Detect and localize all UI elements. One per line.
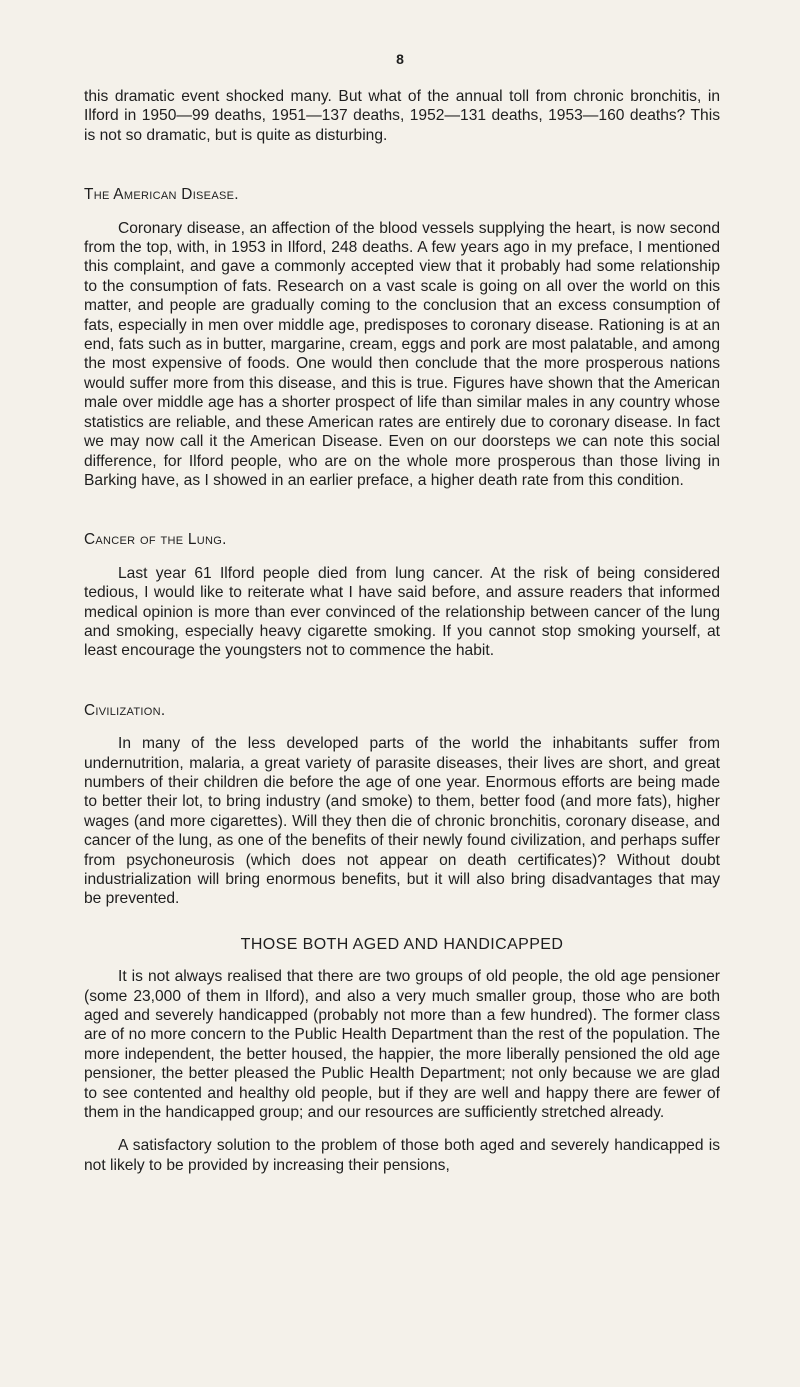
aged-handicapped-paragraph-1: It is not always realised that there are two groups of old people, the old age pensioner (some 23,000 of them in Ilford), and also a very much smaller group, those who are both aged and severely handicapped (probably not more than a few hundred). The former class are of no more concern to the Public Health Department than the rest of the population. The more independent, the better housed, the happier, the more liberally pensioned the old age pensioner, the better pleased the Public Health Department; not only because we are glad to see contented and healthy old people, but if they are well and happy there are fewer of them in the handicapped group; and our resources are sufficiently stretched already.	[84, 968, 720, 1122]
cancer-of-lung-paragraph: Last year 61 Ilford people died from lung cancer. At the risk of being considered tedious, I would like to reiterate what I have said before, and assure readers that informed medical opinion is more than ever convinced of the relationship between cancer of the lung and smoking, especially heavy cigarette smoking. If you cannot stop smoking yourself, at least encourage the youngsters not to commence the habit.	[84, 564, 720, 660]
section-heading-american-disease: The American Disease.	[84, 186, 239, 204]
intro-paragraph: this dramatic event shocked many. But what of the annual toll from chronic bronchitis, in Ilford in 1950—99 deaths, 1951—137 deaths, 1952—131 deaths, 1953—160 deaths? This is not so dramatic, but is quite as disturbing.	[84, 88, 720, 144]
aged-handicapped-paragraph-2: A satisfactory solution to the problem of those both aged and severely handicapped is not likely to be provided by increasing their pensions,	[84, 1137, 720, 1174]
page-number: 8	[396, 51, 404, 67]
section-heading-aged-handicapped: THOSE BOTH AGED AND HANDICAPPED	[240, 935, 564, 953]
american-disease-paragraph: Coronary disease, an affection of the blood vessels supplying the heart, is now second from the top, with, in 1953 in Ilford, 248 deaths. A few years ago in my preface, I mentioned this complaint, and gave a commonly accepted view that it probably had some relationship to the consumption of fats. Research on a vast scale is going on all over the world on this matter, and people are gradually coming to the conclusion that an excess consumption of fats, especially in men over middle age, predisposes to coronary disease. Rationing is at an end, fats such as in butter, margarine, cream, eggs and pork are most palatable, and among the most expensive of foods. One would then conclude that the more prosperous nations would suffer more from this disease, and this is true. Figures have shown that the American male over middle age has a shorter prospect of life than similar males in any country whose statistics are reliable, and these American rates are entirely due to coronary disease. In fact we may now call it the American Disease. Even on our doorsteps we can note this social difference, for Ilford people, who are on the whole more prosperous than those living in Barking have, as I showed in an earlier preface, a higher death rate from this condition.	[84, 219, 720, 489]
page-body	[84, 87, 720, 1175]
section-heading-cancer-of-lung: Cancer of the Lung.	[84, 531, 227, 549]
civilization-paragraph: In many of the less developed parts of the world the inhabitants suffer from undernutrition, malaria, a great variety of parasite diseases, their lives are short, and great numbers of their children die before the age of one year. Enormous efforts are being made to better their lot, to bring industry (and smoke) to them, better food (and more fats), higher wages (and more cigarettes). Will they then die of chronic bronchitis, coronary disease, and cancer of the lung, as one of the benefits of their newly found civilization, and perhaps suffer from psychoneurosis (which does not appear on death certificates)? Without doubt industrialization will bring enormous benefits, but it will also bring disadvantages that may be prevented.	[84, 735, 720, 908]
section-heading-civilization: Civilization.	[84, 701, 166, 719]
